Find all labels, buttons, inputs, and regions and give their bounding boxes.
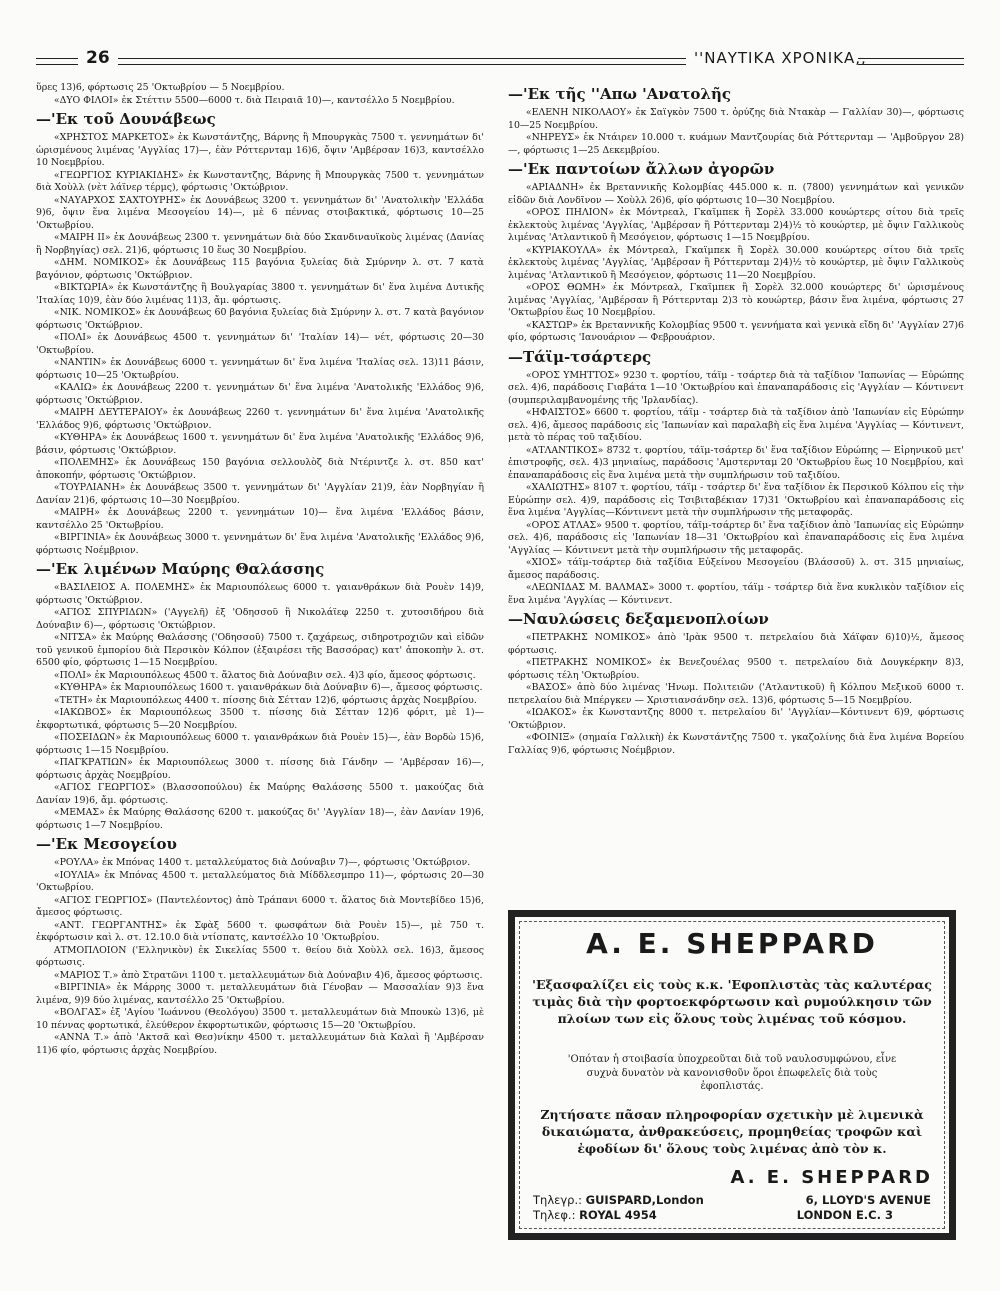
charter-entry: «ΚΥΘΗΡΑ» ἐκ Μαριουπόλεως 1600 τ. γαιανθράκων διὰ Δούναβιν 6)—, ἄμεσος φόρτωσις.	[53, 682, 483, 693]
charter-entry: «ΑΝΝΑ Τ.» ἀπὸ 'Ακτσᾶ καὶ Θεσ)νίκην 4500 τ. μεταλλευμάτων διὰ Καλαὶ ἢ 'Αμβέρσαν 11)6 φίο, φόρτωσις ἀρχὰς Νοεμβρίου.	[36, 1032, 484, 1056]
charter-entry: «ΔΥΟ ΦΙΛΟΙ» ἐκ Στέττιν 5500—6000 τ. διὰ Πειραιᾶ 10)—, καντσέλλο 5 Νοεμβρίου.	[53, 94, 455, 106]
section-heading: —Τάϊμ-τσάρτερς	[508, 347, 652, 366]
charter-entry: «ΜΑΙΡΗ ΙΙ» ἐκ Δουνάβεως 2300 τ. γεννημάτων διὰ δύο Σκανδιναυϊκοὺς λιμένας (Δανίας ἢ Νορβηγίας) σελ. 21)6, φόρτωσις 10 ἕως 30 Νοεμβρίου.	[36, 232, 484, 256]
charter-entry: «ΠΟΛΙ» ἐκ Δουνάβεως 4500 τ. γεννημάτων δι' 'Ιταλίαν 14)— νέτ, φόρτωσις 20—30 'Οκτωβρίου.	[36, 332, 484, 356]
charter-entry: «ΒΟΛΓΑΣ» ἐξ 'Αγίου 'Ιωάννου (Θεολόγου) 3500 τ. μεταλλευμάτων διὰ Μπουκὼ 13)6, μὲ 10 πέννας φορτωτικά, ἐλεύθερον ἐκφορτωτικῶν, φόρτωσις 15—20 'Οκτωβρίου.	[36, 1007, 484, 1031]
charter-entry: «ΙΑΚΩΒΟΣ» ἐκ Μαριουπόλεως 3500 τ. πίσσης διὰ Σέτταν 12)6 φόριτ, μὲ 1)— ἐκφορτωτικά, φόρτωσις 5—20 Νοεμβρίου.	[36, 707, 484, 731]
charter-entry: «ΜΑΙΡΗ ΔΕΥΤΕΡΑΙΟΥ» ἐκ Δουνάβεως 2260 τ. γεννημάτων δι' ἕνα λιμένα 'Ανατολικῆς 'Ελλάδος 9)6, φόρτωσις 'Οκτώβριον.	[36, 407, 484, 431]
charter-entry: «ΙΩΑΚΟΣ» ἐκ Κωνσταντζης 8000 τ. πετρελαίου δι' 'Αγγλίαν—Κόντινεντ 6)9, φόρτωσις 'Οκτώβριον.	[508, 707, 964, 731]
charter-entry: «ΝΙΚ. ΝΟΜΙΚΟΣ» ἐκ Δουνάβεως 60 βαγόνια ξυλείας διὰ Σμύρνην λ. στ. 7 κατὰ βαγόνιον φόρτωσις 'Οκτώβριον.	[36, 307, 484, 331]
charter-entry: «ΛΕΩΝΙΔΑΣ Μ. ΒΑΛΜΑΣ» 3000 τ. φορτίου, τάϊμ - τσάρτερ διὰ ἕνα κυκλικὸν ταξίδιον εἰς ἕνα λιμένα 'Αγγλίας — Κόντινεντ.	[508, 582, 964, 606]
charter-entry: «ΟΡΟΣ ΑΤΛΑΣ» 9500 τ. φορτίου, τάϊμ-τσάρτερ δι' ἕνα ταξίδιον ἀπὸ 'Ιαπωνίας εἰς Εὐρώπην σελ. 4)6, παράδοσις εἰς 'Ιαπωνίαν 18—31 'Οκτωβρίου καὶ ἐπαναπαράδοσις εἰς ἕνα λιμένα 'Αγγλίας — Κόντινεντ μετὰ τὴν συμπλήρωσιν τῆς μεταφορᾶς.	[508, 519, 964, 556]
header-rule	[858, 58, 964, 65]
charter-entry: ὕρες 13)6, φόρτωσις 25 'Οκτωβρίου — 5 Νοεμβρίου.	[36, 82, 285, 93]
charter-entry: «ΒΑΣΙΛΕΙΟΣ Α. ΠΟΛΕΜΗΣ» ἐκ Μαριουπόλεως 6000 τ. γαιανθράκων διὰ Ρουὲν 14)9, φόρτωσις 'Οκτώβριον.	[36, 582, 484, 606]
charter-entry: «ΧΙΟΣ» τάϊμ-τσάρτερ διὰ ταξίδια Εὐξείνου Μεσογείου (Βλάσσοῦ) λ. στ. 315 μηνιαίως, ἄμεσος παράδοσις.	[508, 557, 964, 581]
charter-entry: «ΡΟΥΛΑ» ἐκ Μπόνας 1400 τ. μεταλλεύματος διὰ Δούναβιν 7)—, φόρτωσις 'Οκτώβριον.	[53, 857, 471, 868]
charter-entry: «ΚΑΣΤΩΡ» ἐκ Βρεταννικῆς Κολομβίας 9500 τ. γεννήματα καὶ γενικὰ εἴδη δι' 'Αγγλίαν 27)6 φίο, φόρτωσις 'Ιανουάριον — Φεβρουάριον.	[508, 319, 964, 343]
charter-entry: «ΠΑΓΚΡΑΤΙΩΝ» ἐκ Μαριουπόλεως 3000 τ. πίσσης διὰ Γάνδην — 'Αμβέρσαν 16)—, φόρτωσις ἀρχὰς Νοεμβρίου.	[36, 757, 484, 781]
charter-entry: «ΧΑΛΙΩΤΗΣ» 8107 τ. φορτίου, τάϊμ - τσάρτερ δι' ἕνα ταξίδιον ἐκ Περσικοῦ Κόλπου εἰς τὴν Εὐρώπην σελ. 4)9, παράδοσις εἰς Τσιβιταβέκιαν 17)31 'Οκτωβρίου καὶ ἐπαναπαράδοσις εἰς ἕνα λιμένα 'Αγγλίας—Κόντινεντ μετὰ τὴν συμπλήρωσιν τῆς μεταφορᾶς.	[508, 482, 964, 518]
ad-telegraph: Τηλεγρ.: GUISPARD,London	[533, 1193, 704, 1207]
charter-entry: «ΝΙΤΣΑ» ἐκ Μαύρης Θαλάσσης ('Οδησσοῦ) 7500 τ. ζαχάρεως, σιδηροτροχιῶν καὶ εἰδῶν τοῦ γενικοῦ ἐμπορίου διὰ Περσικὸν Κόλπον (ἐξαιρέσει τῆς Βασσόρας) κατ' ἀποκοπὴν λ. στ. 6500 φίο, φόρτωσις 1—15 Νοεμβρίου.	[36, 632, 484, 668]
charter-entry: ΑΤΜΟΠΛΟΙΟΝ ('Ελληνικὸν) ἐκ Σικελίας 5500 τ. θείου διὰ Χοὺλλ σελ. 16)3, ἄμεσος φόρτωσις.	[36, 944, 484, 968]
ad-text-main: 'Εξασφαλίζει εἰς τοὺς κ.κ. 'Εφοπλιστὰς τὰς καλυτέρας τιμὰς διὰ τὴν φορτοεκφόρτωσιν καὶ ρυμούλκησιν τῶν πλοίων των εἰς ὅλους τοὺς λιμένας τοῦ κόσμου.	[532, 977, 932, 1026]
ad-title: A. E. SHEPPARD	[586, 927, 878, 960]
charter-entry: «ΗΦΑΙΣΤΟΣ» 6600 τ. φορτίου, τάϊμ - τσάρτερ διὰ τὰ ταξίδιον ἀπὸ 'Ιαπωνίαν εἰς Εὐρώπην σελ. 4)6, ἄμεσος παράδοσις εἰς 'Ιαπωνίαν καὶ παραλαβὴ εἰς ἕνα λιμένα 'Αγγλίας — Κόντινεντ, μετὰ τὸ πέρας τοῦ ταξιδίου.	[508, 407, 964, 443]
charter-entry: «ΠΟΣΕΙΔΩΝ» ἐκ Μαριουπόλεως 6000 τ. γαιανθράκων διὰ Ρουὲν 15)—, ἐὰν Βορδὼ 15)6, φόρτωσις 1—15 Νοεμβρίου.	[36, 732, 484, 756]
newspaper-page	[36, 48, 964, 1268]
charter-entry: «ΠΟΛΕΜΗΣ» ἐκ Δουνάβεως 150 βαγόνια σελλουλὸζ διὰ Ντέριντζε λ. στ. 850 κατ' ἀποκοπήν, φόρτωσις 'Οκτώβριον.	[36, 457, 484, 481]
section-heading: —'Εκ λιμένων Μαύρης Θαλάσσης	[36, 560, 325, 578]
charter-entry: «ΜΑΡΙΟΣ Τ.» ἀπὸ Στρατῶνι 1100 τ. μεταλλευμάτων διὰ Δούναβιν 4)6, ἄμεσος φόρτωσις.	[53, 969, 483, 981]
charter-entry: «ΤΟΥΡΛΙΑΝΗ» ἐκ Δουνάβεως 3500 τ. γεννημάτων δι' 'Αγγλίαν 21)9, ἐὰν Νορβηγίαν ἢ Δανίαν 21)6, φόρτωσις 10—30 Νοεμβρίου.	[36, 482, 484, 506]
section-heading: —'Εκ Μεσογείου	[36, 835, 177, 853]
charter-entry: «ΦΟΙΝΙΞ» (σημαία Γαλλικὴ) ἐκ Κωνστάντζης 7500 τ. γκαζολίνης διὰ ἕνα λιμένα Βορείου Γαλλίας 9)6, φόρτωσις Νοέμβριον.	[508, 732, 964, 756]
charter-entry: «ΚΥΘΗΡΑ» ἐκ Δουνάβεως 1600 τ. γεννημάτων δι' ἕνα λιμένα 'Ανατολικῆς 'Ελλάδος 9)6, βάσιν, φόρτωσις 'Οκτώβριον.	[36, 432, 484, 456]
charter-entry: «ΟΡΟΣ ΘΩΜΗ» ἐκ Μόντρεαλ, Γκαϊμπεκ ἢ Σορὲλ 32.000 κουώρτερς δι' ὡρισμένους λιμένας 'Αγγλίας, 'Αμβέρσαν ἢ Ρόττερνταμ 2)3 τὸ κουώρτερ, βάσιν ἕνα λιμένα, φόρτωσις 27 'Οκτωβρίου ἕως 10 Νοεμβρίου.	[508, 282, 964, 318]
charter-entry: «ΜΑΙΡΗ» ἐκ Δουνάβεως 2200 τ. γεννημάτων 10)— ἕνα λιμένα 'Ελλάδος βάσιν, καντσέλλο 25 'Οκτωβρίου.	[36, 507, 484, 531]
charter-entry: «ΟΡΟΣ ΥΜΗΤΤΟΣ» 9230 τ. φορτίου, τάϊμ - τσάρτερ διὰ τὰ ταξίδιον 'Ιαπωνίας — Εὐρώπης σελ. 4)6, παράδοσις Γιαβάτα 1—10 'Οκτωβρίου καὶ ἐπαναπαράδοσις εἰς 'Αγγλίαν — Κόντινεντ (συμπεριλαμβανομένης τῆς 'Ιρλανδίας).	[508, 369, 964, 406]
charter-entry: «ΙΟΥΛΙΑ» ἐκ Μπόνας 4500 τ. μεταλλεύματος διὰ Μίδδλεσμπρο 11)—, φόρτωσις 20—30 'Οκτωβρίου.	[36, 869, 484, 893]
charter-entry: «ΑΓΙΟΣ ΣΠΥΡΙΔΩΝ» ('Αγγελῆ) ἐξ 'Οδησσοῦ ἢ Νικολάϊεφ 2250 τ. χυτοσιδήρου διὰ Δούναβιν 6)—, φόρτωσις 'Οκτώβριον.	[36, 607, 484, 631]
charter-entry: «ΑΓΙΟΣ ΓΕΩΡΓΙΟΣ» (Βλασσοπούλου) ἐκ Μαύρης Θαλάσσης 5500 τ. μακούζας διὰ Δανίαν 19)6, ἄμ. φόρτωσις.	[36, 782, 484, 806]
charter-entry: «ΒΙΡΓΙΝΙΑ» ἐκ Δουνάβεως 3000 τ. γεννημάτων δι' ἕνα λιμένα 'Ανατολικῆς 'Ελλάδος 9)6, φόρτωσις Νοέμβριον.	[36, 532, 484, 556]
charter-entry: «ΜΕΜΑΣ» ἐκ Μαύρης Θαλάσσης 6200 τ. μακούζας δι' 'Αγγλίαν 18)—, ἐὰν Δανίαν 19)6, φόρτωσις 1—7 Νοεμβρίου.	[36, 807, 484, 831]
charter-entry: «ΒΙΡΓΙΝΙΑ» ἐκ Μάρρης 3000 τ. μεταλλευμάτων διὰ Γένοβαν — Μασσαλίαν 9)3 ἕνα λιμένα, 9)9 δύο λιμένας, καντσέλλο 25 'Οκτωβρίου.	[36, 982, 484, 1006]
charter-entry: «ΝΗΡΕΥΣ» ἐκ Ντάιρεν 10.000 τ. κυάμων Μαντζουρίας διὰ Ρόττερνταμ — 'Αμβοῦργον 28)—, φόρτωσις 1—25 Δεκεμβρίου.	[508, 132, 964, 156]
charter-entry: «ΚΥΡΙΑΚΟΥΛΑ» ἐκ Μόντρεαλ, Γκαϊμπεκ ἢ Σορὲλ 30.000 κουώρτερς σίτου διὰ τρεῖς ἐκλεκτοὺς λιμένας 'Αγγλίας, 'Αμβέρσαν ἢ Ρόττερνταμ 2)4)½ τὸ κουώρτερ, μὲ ὄψιν Γαλλικοὺς λιμένας 'Ατλαντικοῦ ἢ Μεσόγειον, φόρτωσις 11—20 Νοεμβρίου.	[508, 244, 964, 281]
left-column	[36, 82, 484, 1057]
charter-entry: «ΤΕΤΗ» ἐκ Μαριουπόλεως 4400 τ. πίσσης διὰ Σέτταν 12)6, φόρτωσις ἀρχὰς Νοεμβρίου.	[53, 694, 477, 706]
section-heading: —'Εκ τοῦ Δουνάβεως	[36, 110, 216, 128]
publication-title: ''ΝΑΥΤΙΚΑ ΧΡΟΝΙΚΑ,,	[694, 49, 867, 67]
right-column	[508, 82, 964, 757]
running-header	[36, 48, 964, 74]
page-number: 26	[86, 48, 110, 68]
section-heading: —'Εκ τῆς ''Απω 'Ανατολῆς	[508, 85, 731, 103]
charter-entry: «ΔΗΜ. ΝΟΜΙΚΟΣ» ἐκ Δουνάβεως 115 βαγόνια ξυλείας διὰ Σμύρνην λ. στ. 7 κατὰ βαγόνιον, φόρτωσις 'Οκτώβριον.	[36, 257, 484, 281]
charter-entry: «ΑΓΙΟΣ ΓΕΩΡΓΙΟΣ» (Παντελέοντος) ἀπὸ Τράπανι 6000 τ. ἄλατος διὰ Μοντεβίδεο 15)6, ἄμεσος φόρτωσις.	[36, 894, 484, 918]
charter-entry: «ΒΙΚΤΩΡΙΑ» ἐκ Κωνστάντζης ἢ Βουλγαρίας 3800 τ. γεννημάτων δι' ἕνα λιμένα Δυτικῆς 'Ιταλίας 10)9, ἐὰν δύο λιμένας 11)3, ἄμ. φόρτωσις.	[36, 282, 484, 306]
charter-entry: «ΟΡΟΣ ΠΗΛΙΟΝ» ἐκ Μόντρεαλ, Γκαϊμπεκ ἢ Σορὲλ 33.000 κουώρτερς σίτου διὰ τρεῖς ἐκλεκτοὺς λιμένας 'Αγγλίας, 'Αμβέρσαν ἢ Ρόττερνταμ 2)4)½ τὸ κουώρτερ, μὲ ὄψιν Γαλλικοὺς λιμένας 'Ατλαντικοῦ ἢ Μεσόγειον, φόρτωσις 1—15 Νοεμβρίου.	[508, 207, 964, 243]
charter-entry: «ΑΝΤ. ΓΕΩΡΓΑΝΤΗΣ» ἐκ Σφὰξ 5600 τ. φωσφάτων διὰ Ρουὲν 15)—, μὲ 750 τ. ἐκφόρτωσιν καὶ λ. στ. 12.10.0 διὰ ντίσπατς, καντσέλλο 10 'Οκτωβρίου.	[36, 919, 484, 943]
ad-telephone: Τηλεφ.: ROYAL 4954	[533, 1208, 657, 1222]
sheppard-advertisement	[508, 910, 956, 1240]
charter-entry: «ΧΡΗΣΤΟΣ ΜΑΡΚΕΤΟΣ» ἐκ Κωνστάντζης, Βάρνης ἢ Μπουργκὰς 7500 τ. γεννημάτων δι' ὡρισμένους λιμένας 'Αγγλίας 17)—, ἐὰν Ρόττερνταμ 16)6, ὄψιν 'Αμβέρσαν 16)3, καντσέλλο 10 Νοεμβρίου.	[36, 132, 484, 168]
charter-entry: «ΒΑΣΟΣ» ἀπὸ δύο λιμένας 'Ηνωμ. Πολιτειῶν ('Ατλαντικοῦ) ἢ Κόλπου Μεξικοῦ 6000 τ. πετρελαίου διὰ Μπέργκεν — Χριστιανσάνδην σελ. 13)6, φόρτωσις 5—15 Νοεμβρίου.	[508, 682, 964, 706]
ad-text-note: 'Οπόταν ἡ στοιβασία ὑποχρεοῦται διὰ τοῦ ναυλοσυμφώνου, εἶνε συχνὰ δυνατὸν νὰ κανονισθοῦν ὅροι ἐπωφελεῖς διὰ τοὺς ἐφοπλιστάς.	[567, 1054, 897, 1092]
charter-entry: «ΚΑΛΙΩ» ἐκ Δουνάβεως 2200 τ. γεννημάτων δι' ἕνα λιμένα 'Ανατολικῆς 'Ελλάδος 9)6, φόρτωσις 'Οκτώβριον.	[36, 382, 484, 406]
header-rule	[118, 58, 686, 65]
header-rule	[36, 58, 78, 65]
section-heading: —Ναυλώσεις δεξαμενοπλοίων	[508, 610, 769, 628]
charter-entry: «ΕΛΕΝΗ ΝΙΚΟΛΑΟΥ» ἐκ Σαϊγκὸν 7500 τ. ὀρύζης διὰ Ντακὰρ — Γαλλίαν 30)—, φόρτωσις 10—25 Νοεμβρίου.	[508, 107, 964, 131]
charter-entry: «ΠΕΤΡΑΚΗΣ ΝΟΜΙΚΟΣ» ἐκ Βενεζουέλας 9500 τ. πετρελαίου διὰ Δουγκέρκην 8)3, φόρτωσις τέλη 'Οκτωβρίου.	[508, 657, 964, 681]
ad-text-info: Ζητήσατε πᾶσαν πληροφορίαν σχετικὴν μὲ λιμενικὰ δικαιώματα, ἀνθρακεύσεις, προμηθείας τροφῶν καὶ ἐφοδίων δι' ὅλους τοὺς λιμένας ἀπὸ τὸν κ.	[540, 1107, 924, 1156]
charter-entry: «ΑΡΙΑΔΝΗ» ἐκ Βρεταννικῆς Κολομβίας 445.000 κ. π. (7800) γεννημάτων καὶ γενικῶν εἰδῶν διὰ Λονδῖνον — Χοὺλλ 26)6, φίο φόρτωσις 10—30 Νοεμβρίου.	[508, 182, 964, 206]
ad-address-line: 6, LLOYD'S AVENUE	[805, 1193, 931, 1207]
charter-entry: «ΑΤΛΑΝΤΙΚΟΣ» 8732 τ. φορτίου, τάϊμ-τσάρτερ δι' ἕνα ταξίδιον Εὐρώπης — Εἰρηνικοῦ μετ' ἐπιστροφῆς, σελ. 4)3 μηνιαίως, παράδοσις 'Αμστερνταμ 20 'Οκτωβρίου ἕως 10 Νοεμβρίου, καὶ ἐπαναπαράδοσις εἰς ἕνα λιμένα μετὰ τὴν συμπλήρωσιν τοῦ ταξιδίου.	[508, 444, 964, 481]
charter-entry: «ΝΑΝΤΙΝ» ἐκ Δουνάβεως 6000 τ. γεννημάτων δι' ἕνα λιμένα 'Ιταλίας σελ. 13)11 βάσιν, φόρτωσις 10—25 'Οκτωβρίου.	[36, 357, 484, 381]
charter-entry: «ΠΟΛΙ» ἐκ Μαριουπόλεως 4500 τ. ἄλατος διὰ Δούναβιν σελ. 4)3 φίο, ἄμεσος φόρτωσις.	[53, 669, 476, 681]
charter-entry: «ΝΑΥΑΡΧΟΣ ΣΑΧΤΟΥΡΗΣ» ἐκ Δουνάβεως 3200 τ. γεννημάτων δι' 'Ανατολικὴν 'Ελλάδα 9)6, ὄψιν ἕνα λιμένα Μεσογείου 14)—, μὲ 6 πέννας στοιβακτικά, φόρτωσις 10—25 'Οκτωβρίου.	[36, 194, 484, 231]
ad-company-name: A. E. SHEPPARD	[730, 1167, 933, 1188]
section-heading: —'Εκ παντοίων ἄλλων ἀγορῶν	[508, 160, 775, 178]
charter-entry: «ΓΕΩΡΓΙΟΣ ΚΥΡΙΑΚΙΔΗΣ» ἐκ Κωνσταντζης, Βάρνης ἢ Μπουργκὰς 7500 τ. γεννημάτων διὰ Χοὺλλ (νὲτ λάϊνερ τέρμς), φόρτωσις 'Οκτώβριον.	[36, 169, 484, 193]
ad-address-city: LONDON E.C. 3	[796, 1208, 893, 1222]
charter-entry: «ΠΕΤΡΑΚΗΣ ΝΟΜΙΚΟΣ» ἀπὸ 'Ιρὰκ 9500 τ. πετρελαίου διὰ Χάϊφαν 6)10)½, ἄμεσος φόρτωσις.	[508, 632, 964, 656]
